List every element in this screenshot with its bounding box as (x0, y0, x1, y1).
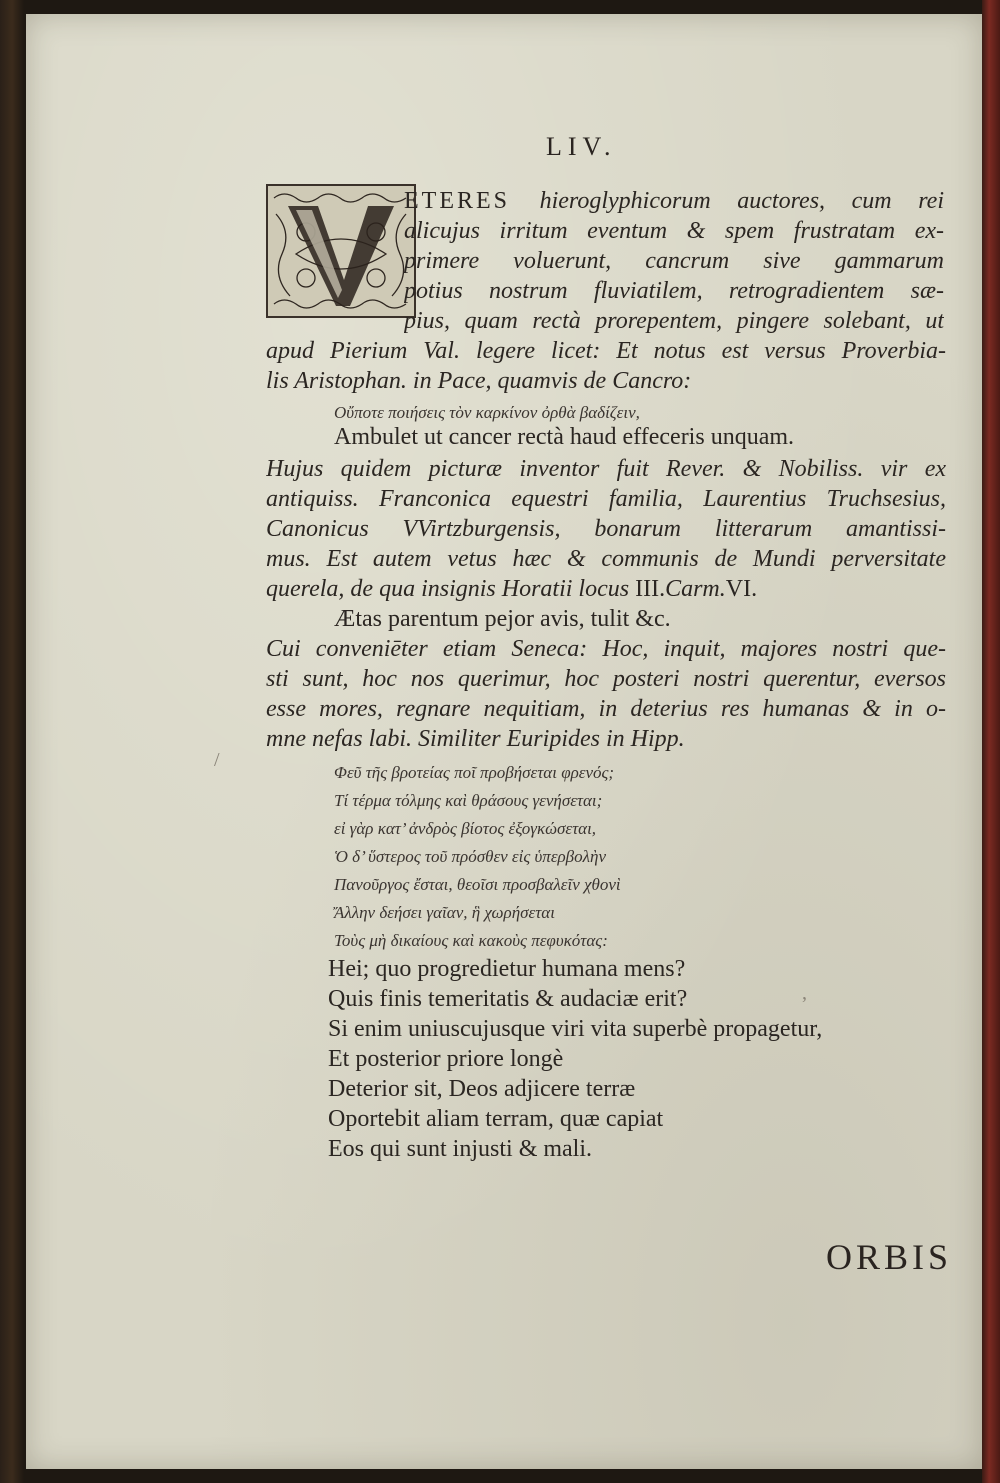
text-line (334, 924, 608, 956)
text-run: Hei; quo progredietur humana mens? (328, 956, 686, 982)
text-run: Ὁ δ’ ὕστερος τοῦ πρόσθεν εἰς ὑπερβολὴν (334, 847, 606, 866)
text-line (328, 1134, 592, 1164)
text-run: Deterior sit, Deos adjicere terræ (328, 1076, 636, 1102)
text-line (404, 246, 944, 276)
text-line (334, 422, 794, 452)
text-line (266, 336, 946, 366)
text-run: apud Pierium Val. legere licet: Et notus est versus Proverbia- (266, 338, 946, 364)
text-run: Et posterior priore longè (328, 1046, 564, 1072)
text-run: lis Aristophan. in Pace, quamvis de Cancro: (266, 368, 692, 394)
text-run: Si enim uniuscujusque viri vita superbè propagetur, (328, 1016, 823, 1042)
book-edge (982, 0, 1000, 1483)
margin-mark: , (802, 982, 807, 1004)
text-line (266, 454, 946, 484)
text-run: Φεῦ τῆς βροτείας ποῖ προβήσεται φρενός; (334, 763, 615, 782)
margin-mark: / (214, 749, 220, 771)
text-line (404, 276, 944, 306)
text-run: sti sunt, hoc nos querimur, hoc posteri nostri querentur, eversos (266, 666, 946, 692)
text-line (404, 216, 944, 246)
text-run: Οὔποτε ποιήσεις τὸν καρκίνον ὀρθὰ βαδίζειν, (334, 403, 640, 422)
text-line (334, 604, 671, 634)
text-run: mne nefas labi. Similiter Euripides in Hipp. (266, 726, 685, 752)
text-line (266, 694, 946, 724)
text-run: alicujus irritum eventum & spem frustratam ex- (404, 218, 944, 244)
text-run: Quis finis temeritatis & audaciæ erit? (328, 986, 688, 1012)
text-run: mus. Est autem vetus hæc & communis de Mundi perversitate (266, 546, 946, 572)
text-run: ETERES (404, 188, 540, 214)
book-page (26, 14, 982, 1469)
text-line (266, 366, 691, 396)
text-run: querela, de qua insignis Horatii locus (266, 576, 636, 602)
text-line (266, 544, 946, 574)
text-run: Hujus quidem picturæ inventor fuit Rever. & Nobiliss. vir ex (266, 456, 946, 482)
text-run: Ambulet ut cancer rectà haud effeceris unquam. (334, 424, 795, 450)
text-run: hieroglyphicorum auctores, cum rei (539, 188, 944, 214)
text-line (266, 484, 946, 514)
text-line (404, 306, 944, 336)
text-run: potius nostrum fluviatilem, retrogradientem sæ- (404, 278, 944, 304)
text-line (328, 1044, 563, 1074)
text-run: III. (635, 576, 666, 602)
text-run: εἰ γὰρ κατ’ ἀνδρὸς βίοτος ἐξογκώσεται, (334, 819, 597, 838)
woodcut-ornament-icon (266, 184, 416, 318)
text-run: Carm. (665, 576, 726, 602)
text-run: antiquiss. Franconica equestri familia, Laurentius Truchsesius, (266, 486, 946, 512)
text-line (328, 1014, 822, 1044)
text-line (328, 954, 685, 984)
text-run: esse mores, regnare nequitiam, in deterius res humanas & in o- (266, 696, 946, 722)
catchword: ORBIS (826, 1237, 953, 1277)
text-run: Πανοῦργος ἔσται, θεοῖσι προσβαλεῖν χθονὶ (334, 875, 621, 894)
text-run: Eos qui sunt injusti & mali. (328, 1136, 593, 1162)
text-run: Oportebit aliam terram, quæ capiat (328, 1106, 664, 1132)
text-run: Τί τέρμα τόλμης καὶ θράσους γενήσεται; (334, 791, 603, 810)
text-line (328, 1074, 635, 1104)
text-line (404, 186, 944, 216)
text-line (266, 724, 685, 754)
decorated-initial (266, 184, 416, 318)
text-run: VI. (725, 576, 758, 602)
text-line (328, 984, 687, 1014)
text-line (266, 514, 946, 544)
text-run: Canonicus VVirtzburgensis, bonarum litterarum amantissi- (266, 516, 946, 542)
text-line (328, 1104, 663, 1134)
text-run: primere voluerunt, cancrum sive gammarum (404, 248, 944, 274)
text-run: Ἄλλην δεήσει γαῖαν, ἣ χωρήσεται (334, 903, 555, 922)
text-line (266, 634, 946, 664)
text-run: Cui conveniēter etiam Seneca: Hoc, inquit, majores nostri que- (266, 636, 946, 662)
text-run: Τοὺς μὴ δικαίους καὶ κακοὺς πεφυκότας: (334, 931, 608, 950)
text-line (266, 574, 757, 604)
text-run: pius, quam rectà prorepentem, pingere solebant, ut (404, 308, 944, 334)
text-line (266, 664, 946, 694)
text-run: Ætas parentum pejor avis, tulit &c. (334, 606, 671, 632)
page-number: LIV. (546, 132, 617, 161)
